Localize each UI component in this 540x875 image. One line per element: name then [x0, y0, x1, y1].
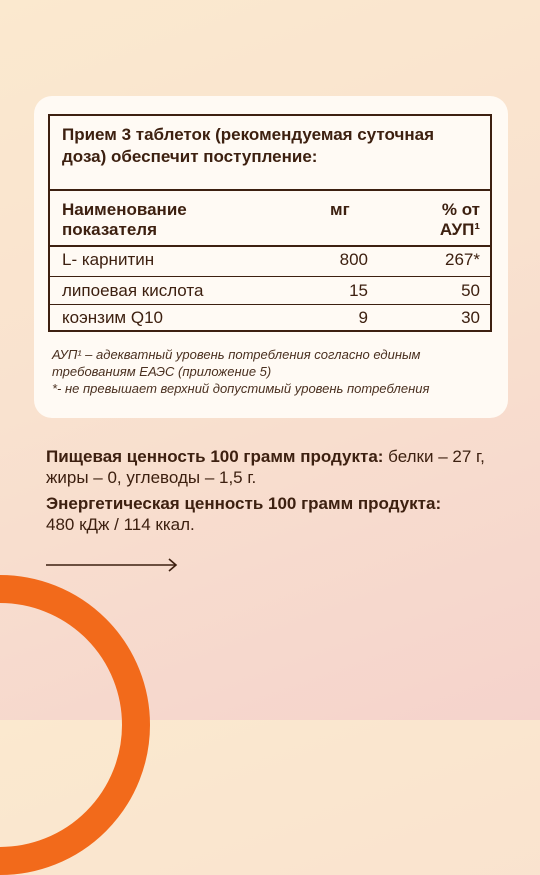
nutrition-value — [46, 446, 516, 488]
row-pct: 30 — [461, 308, 480, 327]
header-divider — [50, 245, 490, 247]
info-card — [34, 96, 508, 418]
row-pct: 50 — [461, 281, 480, 300]
row-name: липоевая кислота — [62, 281, 204, 300]
nutrient-table — [48, 114, 492, 332]
header-pct: % от АУП¹ — [439, 200, 480, 239]
row-mg: 15 — [349, 281, 368, 300]
energy-text: 480 кДж / 114 ккал. — [46, 515, 195, 534]
nutrition-text: белки – 27 г, жиры – 0, углеводы – 1,5 г. — [46, 447, 485, 487]
row-name: коэнзим Q10 — [62, 308, 163, 327]
row-divider — [50, 276, 490, 277]
energy-value — [46, 493, 516, 535]
arrow-right-icon — [46, 556, 180, 574]
row-mg: 800 — [339, 250, 368, 269]
header-mg: мг — [330, 200, 350, 219]
row-name: L- карнитин — [62, 250, 155, 269]
row-pct: 267* — [445, 250, 480, 269]
row-divider — [50, 304, 490, 305]
row-mg: 9 — [358, 308, 368, 327]
header-name: Наименование показателя — [62, 200, 187, 239]
decorative-orange-arc — [0, 575, 150, 875]
table-intro: Прием 3 таблеток (рекомендуемая суточная доза) обеспечит поступление: — [62, 125, 434, 166]
table-divider — [50, 189, 490, 191]
footnotes — [52, 346, 502, 397]
energy-label: Энергетическая ценность 100 грамм продукта: — [46, 494, 442, 513]
footnote-asterisk: *- не превышает верхний допустимый уровень потребления — [52, 381, 430, 396]
nutrition-label: Пищевая ценность 100 грамм продукта: — [46, 447, 384, 466]
footnote-aup: АУП¹ – адекватный уровень потребления согласно единым требованиям ЕАЭС (приложение 5) — [52, 347, 421, 379]
